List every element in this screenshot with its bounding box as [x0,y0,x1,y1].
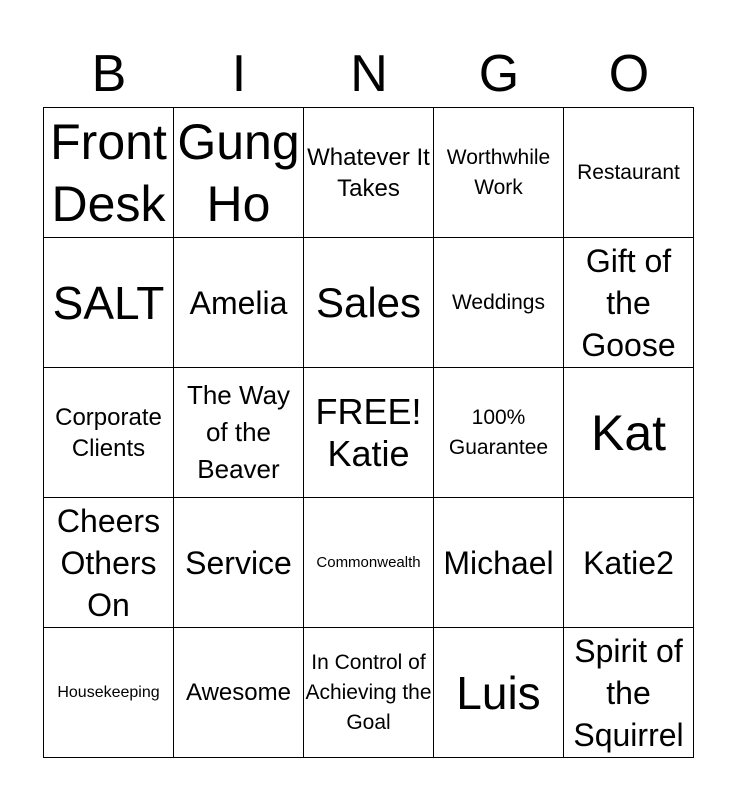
cell-label: FREE! Katie [315,390,422,474]
cell-label: Front Desk [50,113,167,232]
bingo-cell[interactable] [304,628,434,758]
cell-label: Whatever It Takes [307,143,430,202]
cell-label: Weddings [451,290,545,314]
bingo-cell[interactable] [44,368,174,498]
cell-label: Corporate Clients [55,403,162,462]
header-letter-i: I [231,45,247,103]
header-letter-o: O [608,45,650,103]
bingo-cell[interactable] [174,108,304,238]
cell-label: Commonwealth [316,553,421,571]
cell-label: 100% Guarantee [448,405,549,459]
bingo-cell[interactable] [304,368,434,498]
cell-label: SALT [52,276,165,329]
cell-label: The Way of the Beaver [186,380,291,484]
cell-label: Cheers Others On [56,502,161,623]
cell-label: Housekeeping [57,683,160,701]
cell-label: Sales [315,278,422,326]
cell-label: Michael [443,544,554,581]
cell-label: Gung Ho [177,113,300,232]
bingo-cell[interactable] [564,498,694,628]
bingo-cell[interactable] [174,628,304,758]
cell-label: Kat [590,404,667,461]
bingo-cell[interactable] [564,238,694,368]
bingo-cell[interactable] [44,628,174,758]
bingo-header [44,44,694,104]
bingo-cell[interactable] [434,498,564,628]
bingo-cell[interactable] [174,498,304,628]
cell-label: Gift of the Goose [581,242,676,363]
cell-label: Luis [456,666,541,719]
bingo-cell[interactable] [434,238,564,368]
bingo-cell[interactable] [434,368,564,498]
cell-label: Restaurant [577,160,680,184]
cell-label: Spirit of the Squirrel [573,632,684,753]
bingo-cell[interactable] [304,238,434,368]
bingo-cell[interactable] [564,108,694,238]
bingo-cell[interactable] [564,628,694,758]
cell-label: Amelia [189,284,288,321]
bingo-cell[interactable] [434,108,564,238]
bingo-cell[interactable] [174,238,304,368]
cell-label: Awesome [186,679,291,706]
bingo-cell[interactable] [434,628,564,758]
bingo-cell[interactable] [44,498,174,628]
cell-label: Worthwhile Work [446,145,551,199]
bingo-cell[interactable] [304,498,434,628]
cell-label: Service [185,544,292,581]
cell-label: In Control of Achieving the Goal [305,650,432,734]
bingo-cell[interactable] [174,368,304,498]
bingo-cell[interactable] [564,368,694,498]
header-letter-n: N [350,45,388,103]
bingo-board [43,107,694,758]
bingo-cell[interactable] [304,108,434,238]
bingo-cell[interactable] [44,238,174,368]
header-letter-g: G [478,45,520,103]
bingo-cell[interactable] [44,108,174,238]
header-letter-b: B [91,45,127,103]
cell-label: Katie2 [583,544,674,581]
